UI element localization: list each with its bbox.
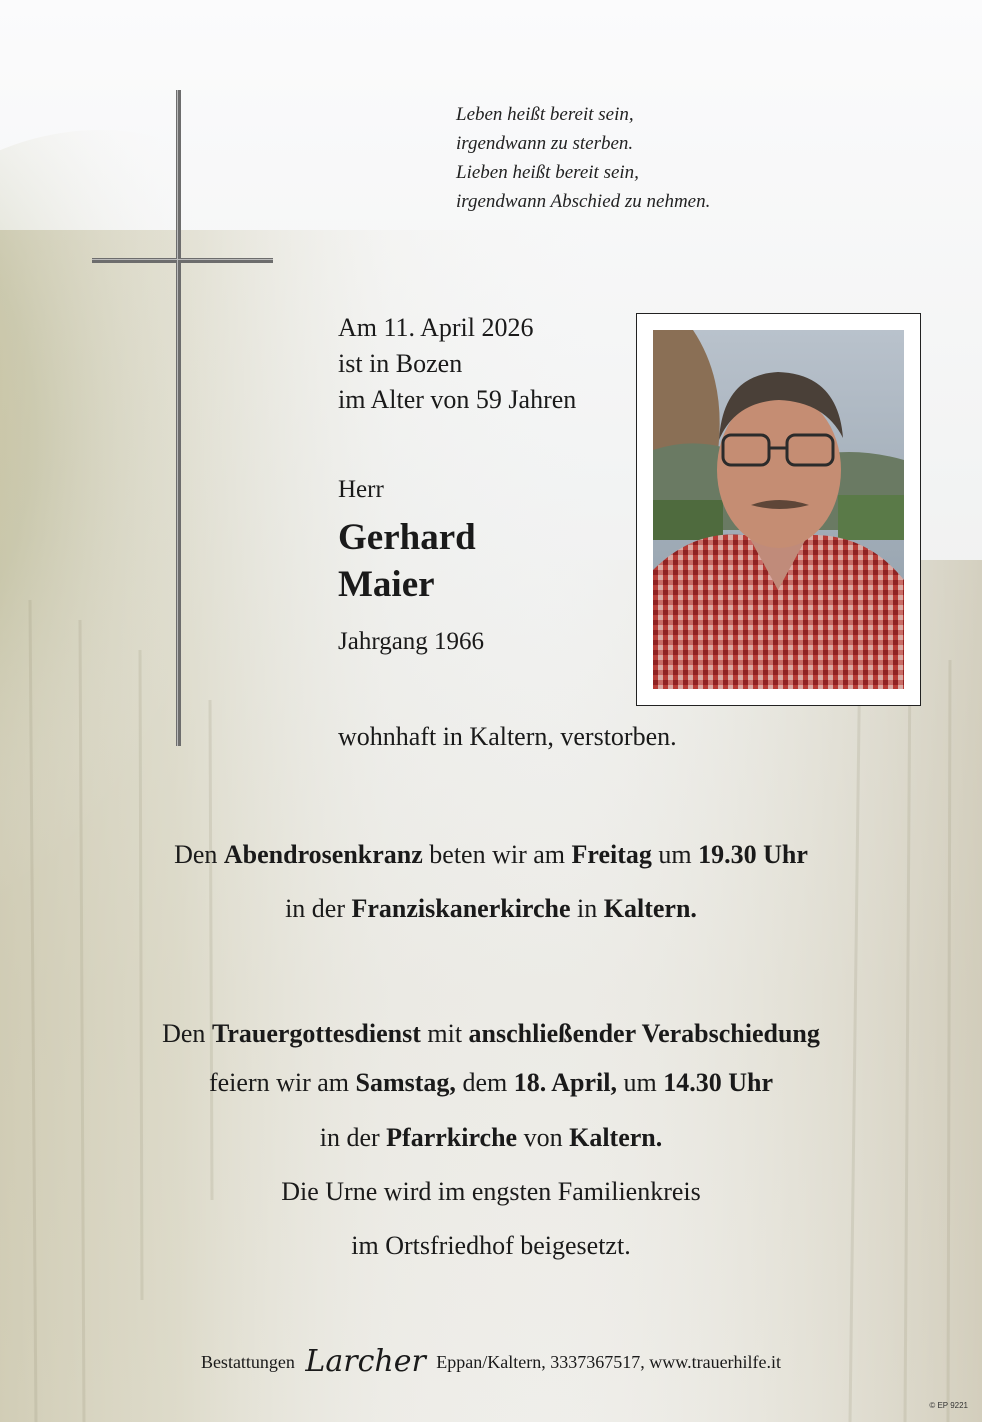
service-town: Kaltern.: [569, 1123, 663, 1152]
text: dem: [455, 1068, 514, 1097]
poem-line: irgendwann Abschied zu nehmen.: [456, 191, 711, 212]
death-date: Am 11. April 2026: [338, 313, 534, 342]
farewell-label: anschließender Verabschiedung: [468, 1019, 820, 1048]
text: um: [617, 1068, 664, 1097]
rosary-label: Abendrosenkranz: [223, 840, 423, 869]
burial-line: im Ortsfriedhof beigesetzt.: [351, 1231, 631, 1260]
poem-line: irgendwann zu sterben.: [456, 133, 634, 154]
service-line-3: [0, 1123, 982, 1153]
print-code: © EP 9221: [929, 1401, 968, 1410]
rosary-line-1: [0, 840, 982, 870]
salutation: Herr: [338, 476, 384, 503]
rosary-time: 19.30 Uhr: [698, 840, 808, 869]
death-age: im Alter von 59 Jahren: [338, 385, 577, 414]
poem-line: Leben heißt bereit sein,: [456, 104, 634, 125]
urn-line: Die Urne wird im engsten Familienkreis: [281, 1177, 701, 1206]
footer-prefix: Bestattungen: [200, 1352, 295, 1372]
service-line-1: [0, 1019, 982, 1049]
service-time: 14.30 Uhr: [663, 1068, 774, 1097]
text: um: [651, 840, 699, 869]
rosary-day: Freitag: [571, 840, 652, 869]
death-place: ist in Bozen: [338, 349, 463, 378]
text: in der: [285, 894, 352, 923]
last-name: Maier: [338, 564, 435, 605]
text: mit: [420, 1019, 469, 1048]
text: von: [517, 1123, 570, 1152]
residence-line: wohnhaft in Kaltern, verstorben.: [338, 722, 677, 751]
first-name: Gerhard: [338, 517, 476, 558]
death-announcement: [338, 310, 576, 418]
service-church: Pfarrkirche: [386, 1123, 518, 1152]
deceased-name: [338, 514, 476, 608]
poem-line: Lieben heißt bereit sein,: [456, 162, 639, 183]
rosary-church: Franziskanerkirche: [351, 894, 571, 923]
funeral-home-footer: [0, 1344, 982, 1379]
text: Den: [174, 840, 224, 869]
rosary-line-2: [0, 894, 982, 924]
service-label: Trauergottesdienst: [211, 1019, 421, 1048]
text: in: [570, 894, 604, 923]
portrait-photo: [653, 330, 904, 689]
service-line-2: [0, 1068, 982, 1098]
service-date: 18. April,: [513, 1068, 617, 1097]
service-day: Samstag,: [355, 1068, 456, 1097]
text: beten wir am: [422, 840, 572, 869]
text: Den: [162, 1019, 212, 1048]
birth-year: Jahrgang 1966: [338, 628, 485, 655]
text: feiern wir am: [208, 1068, 356, 1097]
portrait-frame: [636, 313, 921, 706]
text: in der: [319, 1123, 387, 1152]
rosary-town: Kaltern.: [603, 894, 697, 923]
footer-contact: Eppan/Kaltern, 3337367517, www.trauerhilfe.it: [436, 1352, 782, 1372]
funeral-home-logo: Larcher: [305, 1344, 426, 1379]
memorial-poem: [456, 100, 710, 216]
